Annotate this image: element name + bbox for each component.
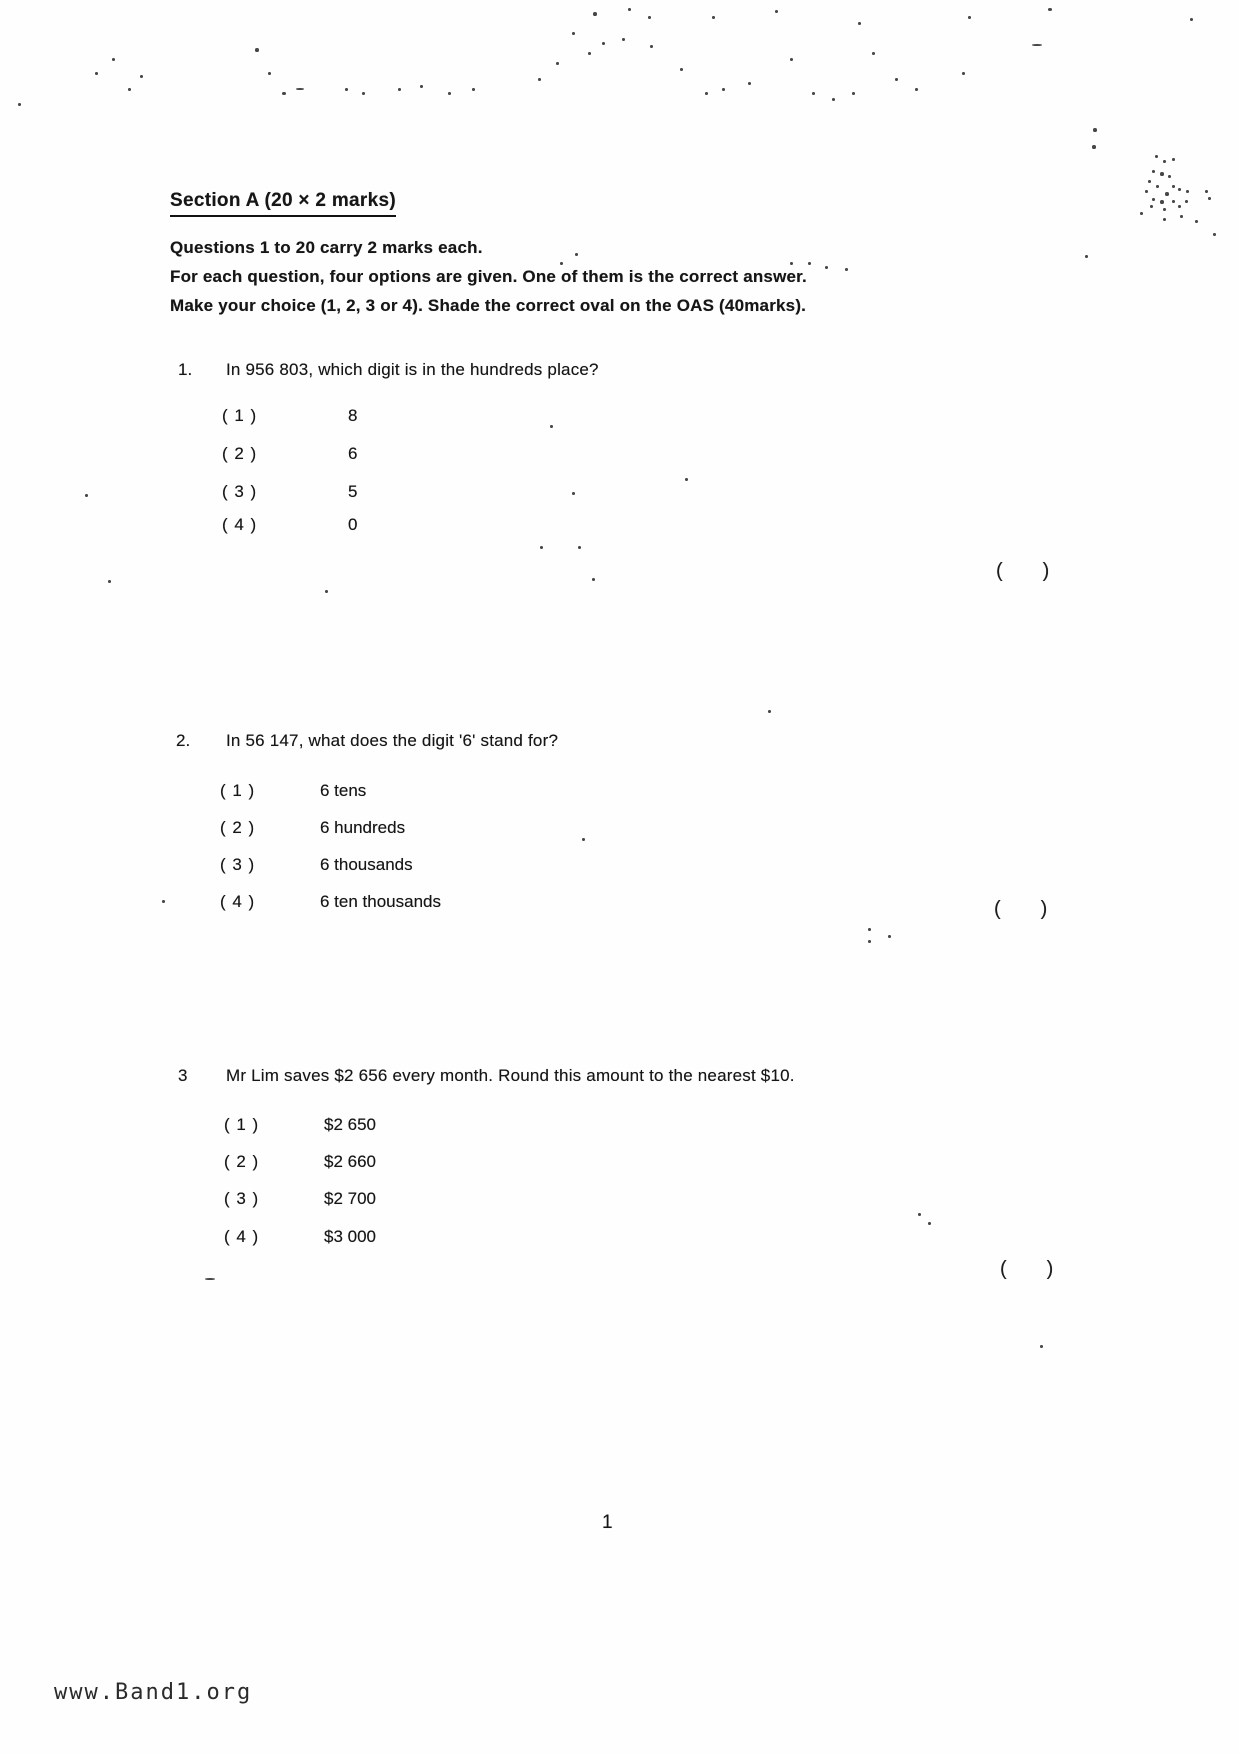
scan-speck: [602, 42, 605, 45]
scan-speck: [895, 78, 898, 81]
scan-speck: [1152, 170, 1155, 173]
answer-bracket-q1: [996, 560, 1049, 583]
option-value: $3 000: [324, 1227, 376, 1246]
scan-speck: [1190, 18, 1193, 21]
scan-speck: [650, 45, 653, 48]
option-value: $2 650: [324, 1115, 376, 1134]
option-label: ( 3 ): [224, 1189, 260, 1208]
scan-speck: [1185, 200, 1188, 203]
option-value: 5: [348, 482, 358, 501]
scan-speck: [1163, 208, 1166, 211]
scan-speck: [1032, 44, 1042, 46]
scan-speck: [1195, 220, 1198, 223]
question-3-option-1: [224, 1115, 376, 1135]
scan-speck: [128, 88, 131, 91]
option-value: 6 thousands: [320, 855, 413, 874]
question-1-option-2: [222, 444, 357, 464]
scan-speck: [1180, 215, 1183, 218]
scan-speck: [1150, 205, 1153, 208]
scan-speck: [1168, 175, 1171, 178]
option-value: 6 ten thousands: [320, 892, 441, 911]
option-value: $2 660: [324, 1152, 376, 1171]
scan-speck: [205, 1278, 215, 1280]
option-label: ( 3 ): [222, 482, 258, 501]
scan-speck: [593, 12, 597, 16]
scan-speck: [1172, 185, 1175, 188]
scan-speck: [18, 103, 21, 106]
scan-speck: [578, 546, 581, 549]
page-number: 1: [602, 1512, 613, 1533]
scan-speck: [398, 88, 401, 91]
option-value: 0: [348, 515, 358, 534]
scan-speck: [1160, 172, 1164, 176]
scan-speck: [712, 16, 715, 19]
option-label: ( 2 ): [224, 1152, 260, 1171]
scan-speck: [1178, 188, 1181, 191]
scan-speck: [1145, 190, 1148, 193]
scan-speck: [775, 10, 778, 13]
scan-speck: [858, 22, 861, 25]
scan-speck: [1040, 1345, 1043, 1348]
scan-speck: [852, 92, 855, 95]
scan-speck: [1186, 190, 1189, 193]
bracket-close: ): [1046, 1258, 1054, 1280]
scan-speck: [345, 88, 348, 91]
scan-speck: [812, 92, 815, 95]
option-value: 6: [348, 444, 358, 463]
scan-speck: [572, 492, 575, 495]
question-1-option-1: [222, 406, 357, 426]
scan-speck: [1092, 145, 1096, 149]
scan-speck: [790, 58, 793, 61]
scan-speck: [472, 88, 475, 91]
scan-speck: [1085, 255, 1088, 258]
scan-speck: [845, 268, 848, 271]
scan-speck: [832, 98, 835, 101]
bracket-open: (: [994, 898, 1001, 920]
bracket-close: ): [1040, 898, 1048, 920]
scan-speck: [325, 590, 328, 593]
question-3-option-2: [224, 1152, 376, 1172]
option-label: ( 1 ): [220, 781, 256, 800]
scan-speck: [140, 75, 143, 78]
scan-speck: [628, 8, 631, 11]
option-label: ( 1 ): [224, 1115, 260, 1134]
option-value: 8: [348, 406, 358, 425]
answer-bracket-q2: [994, 898, 1047, 921]
scan-speck: [915, 88, 918, 91]
option-label: ( 4 ): [222, 515, 258, 534]
scan-speck: [1178, 205, 1181, 208]
scan-speck: [1163, 218, 1166, 221]
question-1-option-4: [222, 515, 357, 535]
bracket-open: (: [1000, 1258, 1007, 1280]
scan-speck: [1205, 190, 1208, 193]
question-2-text: In 56 147, what does the digit '6' stand for?: [226, 731, 559, 750]
scan-speck: [888, 935, 891, 938]
scan-speck: [1048, 8, 1052, 11]
scan-speck: [872, 52, 875, 55]
scan-speck: [1155, 155, 1158, 158]
scan-speck: [748, 82, 751, 85]
scan-speck: [825, 266, 828, 269]
question-3-option-3: [224, 1189, 376, 1209]
question-1-number: 1.: [178, 360, 193, 379]
instruction-line-1: Questions 1 to 20 carry 2 marks each.: [170, 238, 483, 257]
question-1-text: In 956 803, which digit is in the hundreds place?: [226, 360, 599, 379]
section-heading: Section A (20 × 2 marks): [170, 190, 396, 217]
scan-speck: [868, 928, 871, 931]
scan-speck: [1152, 198, 1155, 201]
option-label: ( 4 ): [224, 1227, 260, 1246]
instruction-line-3: Make your choice (1, 2, 3 or 4). Shade the correct oval on the OAS (40marks).: [170, 296, 807, 315]
scan-speck: [1165, 192, 1169, 196]
option-value: $2 700: [324, 1189, 376, 1208]
scan-speck: [1163, 160, 1166, 163]
option-label: ( 2 ): [220, 818, 256, 837]
scan-speck: [1160, 200, 1164, 204]
instruction-line-2: For each question, four options are given. One of them is the correct answer.: [170, 267, 807, 286]
question-2-option-1: [220, 781, 366, 801]
question-2-number: 2.: [176, 731, 191, 750]
scan-speck: [95, 72, 98, 75]
scan-speck: [1172, 200, 1175, 203]
scan-speck: [722, 88, 725, 91]
bracket-open: (: [996, 560, 1003, 582]
scan-speck: [1148, 180, 1151, 183]
question-1-option-3: [222, 482, 357, 502]
question-2-option-2: [220, 818, 405, 838]
scan-speck: [572, 32, 575, 35]
scan-speck: [648, 16, 651, 19]
scan-speck: [296, 88, 304, 90]
option-label: ( 2 ): [222, 444, 258, 463]
option-label: ( 1 ): [222, 406, 258, 425]
scan-speck: [362, 92, 365, 95]
scan-speck: [1172, 158, 1175, 161]
scan-speck: [968, 16, 971, 19]
scan-speck: [1213, 233, 1216, 236]
question-3-option-4: [224, 1227, 376, 1247]
scan-speck: [962, 72, 965, 75]
scan-speck: [1140, 212, 1143, 215]
scan-speck: [268, 72, 271, 75]
scan-speck: [550, 425, 553, 428]
bracket-close: ): [1042, 560, 1050, 582]
question-3-number: 3: [178, 1066, 188, 1085]
scan-speck: [1208, 197, 1211, 200]
scan-speck: [540, 546, 543, 549]
scan-speck: [918, 1213, 921, 1216]
scan-speck: [680, 68, 683, 71]
scan-speck: [808, 262, 811, 265]
scan-speck: [868, 940, 871, 943]
scan-speck: [420, 85, 423, 88]
scan-speck: [1093, 128, 1097, 132]
scan-speck: [768, 710, 771, 713]
scan-speck: [556, 62, 559, 65]
scan-speck: [282, 92, 286, 95]
question-3-text: Mr Lim saves $2 656 every month. Round this amount to the nearest $10.: [226, 1066, 795, 1085]
footer-watermark: www.Band1.org: [54, 1680, 253, 1705]
scan-speck: [928, 1222, 931, 1225]
option-label: ( 4 ): [220, 892, 256, 911]
question-2-option-4: [220, 892, 441, 912]
scan-speck: [112, 58, 115, 61]
scan-speck: [162, 900, 165, 903]
scan-speck: [582, 838, 585, 841]
instructions-block: [170, 238, 807, 325]
scan-speck: [685, 478, 688, 481]
scan-speck: [1156, 185, 1159, 188]
answer-bracket-q3: [1000, 1258, 1053, 1281]
scan-speck: [85, 494, 88, 497]
scan-speck: [538, 78, 541, 81]
scan-speck: [448, 92, 451, 95]
option-value: 6 tens: [320, 781, 367, 800]
scan-speck: [705, 92, 708, 95]
scan-speck: [108, 580, 111, 583]
scan-speck: [588, 52, 591, 55]
scan-speck: [622, 38, 625, 41]
question-2-option-3: [220, 855, 413, 875]
scan-speck: [592, 578, 595, 581]
scan-speck: [255, 48, 259, 52]
option-value: 6 hundreds: [320, 818, 406, 837]
option-label: ( 3 ): [220, 855, 256, 874]
